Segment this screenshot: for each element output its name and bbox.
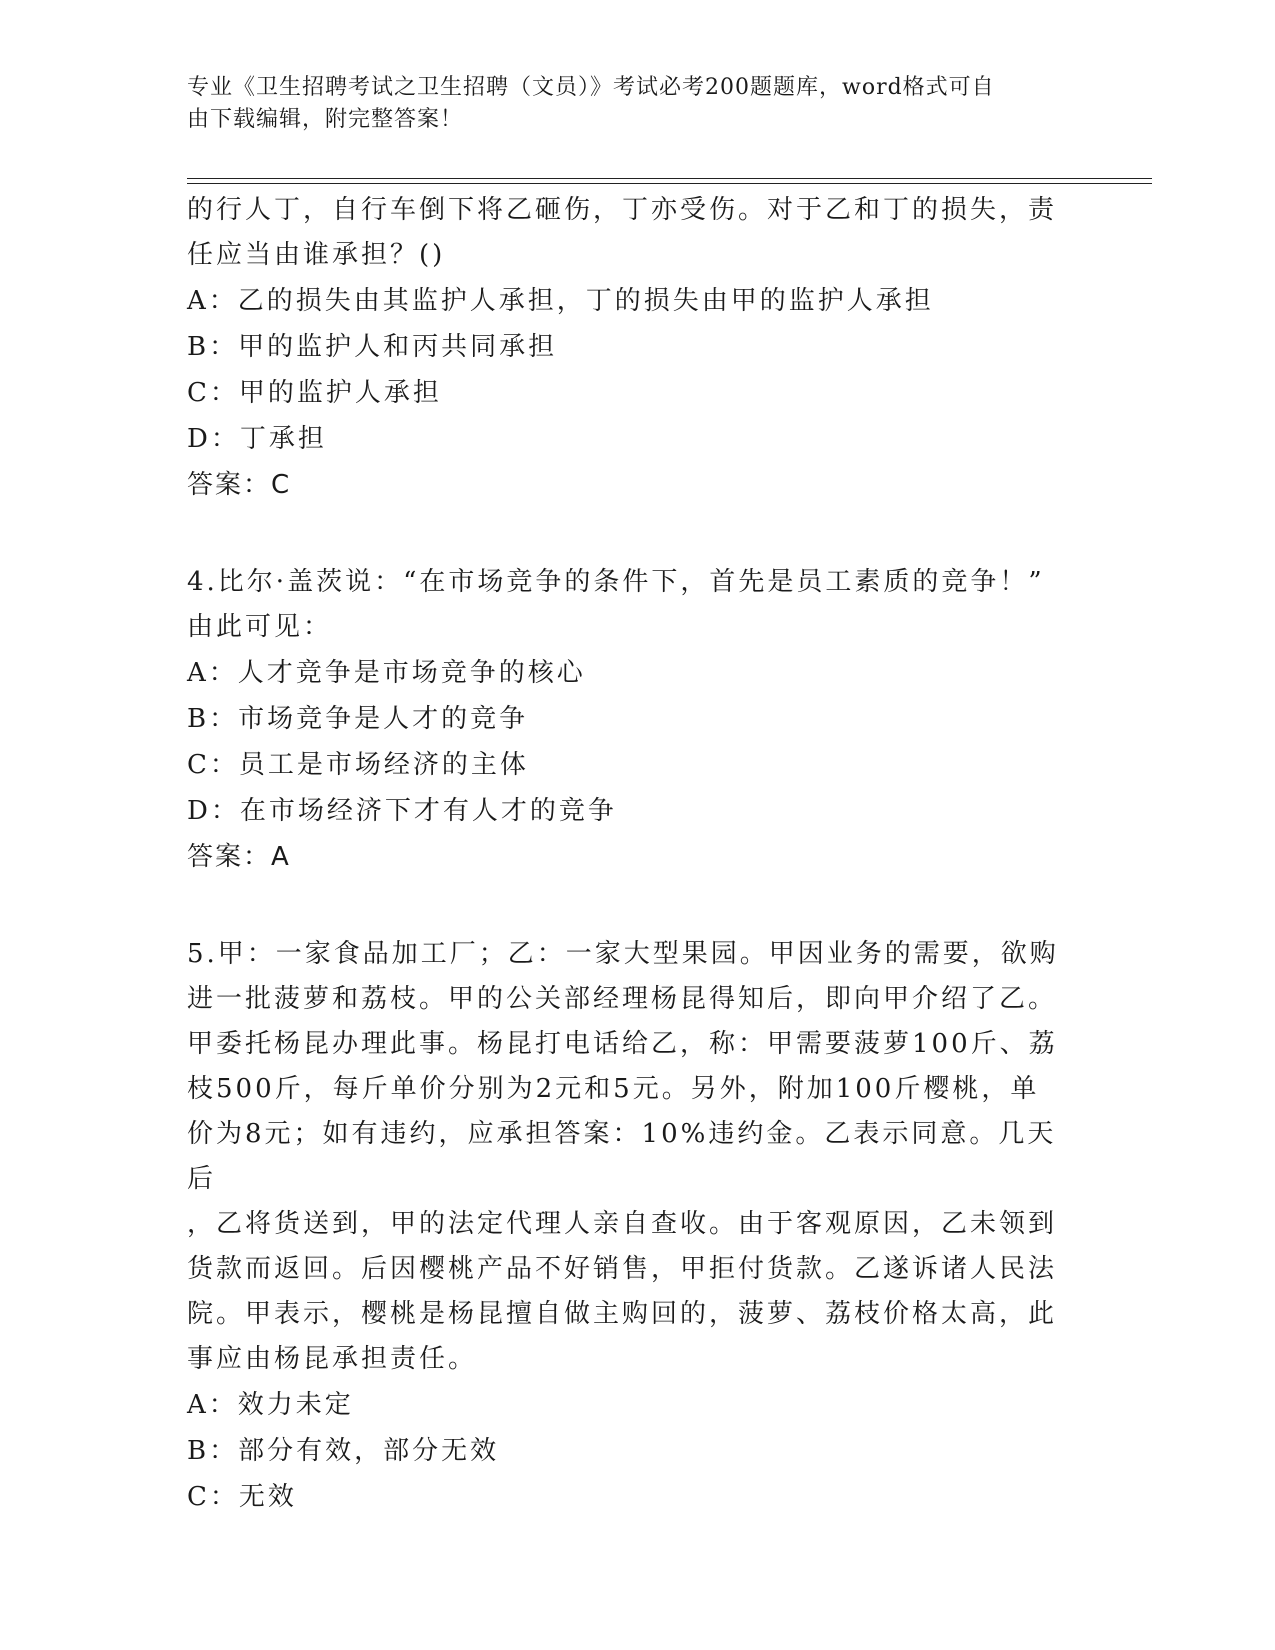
question-5-stem-line-9: 事应由杨昆承担责任。	[187, 1344, 478, 1374]
question-spacer	[187, 508, 1067, 560]
question-4-stem-line-1: 4.比尔·盖茨说：“在市场竞争的条件下，首先是员工素质的竞争！”	[187, 567, 1045, 597]
header-divider-top	[187, 178, 1152, 179]
question-4-option-a: A：人才竞争是市场竞争的核心	[187, 658, 586, 688]
question-4	[187, 560, 1067, 880]
question-4-answer: 答案：A	[187, 842, 291, 872]
header-divider-bottom	[187, 183, 1152, 184]
question-3-answer: 答案：C	[187, 470, 292, 500]
question-3-option-c: C：甲的监护人承担	[187, 378, 442, 408]
question-5-stem-line-8: 院。甲表示，樱桃是杨昆擅自做主购回的，菠萝、荔枝价格太高，此	[187, 1299, 1058, 1329]
question-5-stem-line-5: 价为8元；如有违约，应承担答案：10%违约金。乙表示同意。几天后	[187, 1119, 1057, 1194]
question-5-stem-line-4: 枝500斤，每斤单价分别为2元和5元。另外，附加100斤樱桃，单	[187, 1074, 1040, 1104]
question-3	[187, 188, 1067, 508]
question-5-stem-line-7: 货款而返回。后因樱桃产品不好销售，甲拒付货款。乙遂诉诸人民法	[187, 1254, 1058, 1284]
question-4-option-d: D：在市场经济下才有人才的竞争	[187, 796, 617, 826]
question-4-option-b: B：市场竞争是人才的竞争	[187, 704, 529, 734]
document-header	[187, 72, 1067, 136]
question-5-stem-line-6: ，乙将货送到，甲的法定代理人亲自查收。由于客观原因，乙未领到	[187, 1209, 1058, 1239]
header-title-line-2: 由下载编辑，附完整答案！	[187, 107, 464, 132]
question-5-stem-line-3: 甲委托杨昆办理此事。杨昆打电话给乙，称：甲需要菠萝100斤、荔	[187, 1029, 1058, 1059]
question-4-option-c: C：员工是市场经济的主体	[187, 750, 529, 780]
question-3-stem-line-2: 任应当由谁承担？()	[187, 240, 446, 270]
question-5-option-a: A：效力未定	[187, 1390, 354, 1420]
question-spacer	[187, 880, 1067, 932]
question-5-option-b: B：部分有效，部分无效	[187, 1436, 500, 1466]
question-4-stem-line-2: 由此可见：	[187, 612, 333, 642]
question-5-option-c: C：无效	[187, 1482, 297, 1512]
question-3-option-a: A：乙的损失由其监护人承担，丁的损失由甲的监护人承担	[187, 286, 934, 316]
question-5	[187, 932, 1067, 1520]
question-5-stem-line-2: 进一批菠萝和荔枝。甲的公关部经理杨昆得知后，即向甲介绍了乙。	[187, 984, 1058, 1014]
document-body	[187, 188, 1067, 1520]
question-3-option-d: D：丁承担	[187, 424, 327, 454]
question-3-stem-line-1: 的行人丁，自行车倒下将乙砸伤，丁亦受伤。对于乙和丁的损失，责	[187, 195, 1058, 225]
question-3-option-b: B：甲的监护人和丙共同承担	[187, 332, 558, 362]
header-title-line-1: 专业《卫生招聘考试之卫生招聘（文员）》考试必考200题题库，word格式可自	[187, 75, 995, 100]
question-5-stem-line-1: 5.甲：一家食品加工厂；乙：一家大型果园。甲因业务的需要，欲购	[187, 939, 1059, 969]
